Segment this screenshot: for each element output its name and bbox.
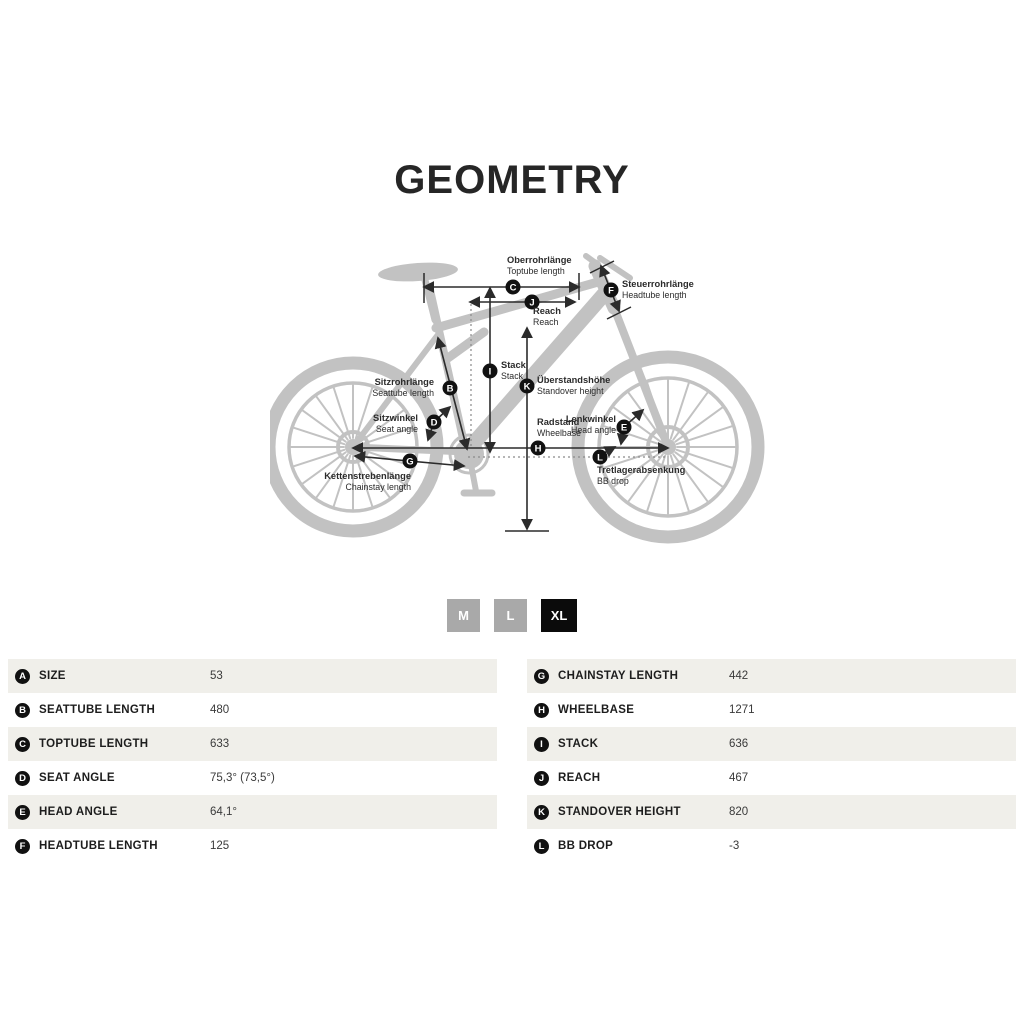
dimension-label-en: Seat angle xyxy=(375,424,418,434)
geo-value: -3 xyxy=(729,840,740,852)
geo-value: 1271 xyxy=(729,704,755,716)
geo-label: STANDOVER HEIGHT xyxy=(558,806,681,818)
dimension-label-en: Reach xyxy=(533,317,559,327)
size-button-l[interactable]: L xyxy=(494,599,527,632)
geo-label: STACK xyxy=(558,738,599,750)
dimension-label-en: Chainstay length xyxy=(345,482,411,492)
geo-value: 125 xyxy=(210,840,230,852)
geo-value: 467 xyxy=(729,772,749,784)
dimension-F xyxy=(590,261,694,319)
table-row xyxy=(527,795,1016,829)
dimension-label-en: Seattube length xyxy=(372,388,434,398)
dimension-label-de: Überstandshöhe xyxy=(537,375,611,385)
svg-text:J: J xyxy=(529,297,535,309)
svg-text:F: F xyxy=(608,285,614,297)
dimension-label-de: Kettenstrebenlänge xyxy=(324,471,411,481)
svg-text:I: I xyxy=(488,366,492,378)
table-row xyxy=(527,659,1016,693)
table-row xyxy=(8,761,497,795)
table-row xyxy=(527,829,1016,863)
geo-label: HEAD ANGLE xyxy=(39,806,118,818)
table-row xyxy=(8,659,497,693)
dimension-label-de: Sitzrohrlänge xyxy=(374,377,434,387)
dimension-label-de: Reach xyxy=(533,306,561,316)
geo-label: SEATTUBE LENGTH xyxy=(39,704,156,716)
table-row xyxy=(8,693,497,727)
table-row xyxy=(527,727,1016,761)
geo-value: 442 xyxy=(729,670,749,682)
svg-text:E: E xyxy=(620,422,628,434)
letter-badge: E xyxy=(15,805,30,820)
dimension-label-en: Standover height xyxy=(537,386,604,396)
geo-label: REACH xyxy=(558,772,601,784)
bike-diagram-svg xyxy=(270,230,770,570)
dimension-label-en: Stack xyxy=(501,371,524,381)
dimension-label-de: Oberrohrlänge xyxy=(507,255,572,265)
geo-label: CHAINSTAY LENGTH xyxy=(558,670,679,682)
geometry-table-left xyxy=(8,659,497,863)
dimension-label-de: Lenkwinkel xyxy=(565,414,616,424)
geo-label: HEADTUBE LENGTH xyxy=(39,840,158,852)
size-button-xl[interactable]: XL xyxy=(541,599,577,632)
size-button-m[interactable]: M xyxy=(447,599,480,632)
letter-badge: C xyxy=(15,737,30,752)
geo-value: 633 xyxy=(210,738,230,750)
dimension-label-de: Radstand xyxy=(537,417,580,427)
svg-text:C: C xyxy=(509,282,517,294)
letter-badge: D xyxy=(15,771,30,786)
letter-badge: A xyxy=(15,669,30,684)
dimension-label-de: Tretlagerabsenkung xyxy=(597,465,686,475)
svg-text:L: L xyxy=(597,452,603,464)
dimension-label-en: Wheelbase xyxy=(537,428,582,438)
svg-text:D: D xyxy=(430,417,438,429)
table-row xyxy=(8,795,497,829)
table-row xyxy=(527,693,1016,727)
geometry-table-right xyxy=(527,659,1016,863)
svg-text:K: K xyxy=(523,381,531,393)
geo-value: 75,3° (73,5°) xyxy=(210,772,275,784)
geo-label: TOPTUBE LENGTH xyxy=(39,738,149,750)
letter-badge: I xyxy=(534,737,549,752)
page-title: GEOMETRY xyxy=(394,158,630,202)
letter-badge: J xyxy=(534,771,549,786)
dimension-label-en: Toptube length xyxy=(507,266,565,276)
geometry-tables xyxy=(8,659,1016,863)
geo-label: SIZE xyxy=(39,670,66,682)
svg-text:H: H xyxy=(534,443,542,455)
geo-value: 820 xyxy=(729,806,749,818)
letter-badge: L xyxy=(534,839,549,854)
dimension-label-en: BB drop xyxy=(597,476,629,486)
svg-text:B: B xyxy=(446,383,454,395)
letter-badge: H xyxy=(534,703,549,718)
geo-label: BB DROP xyxy=(558,840,614,852)
dimension-label-de: Steuerrohrlänge xyxy=(622,279,694,289)
table-row xyxy=(8,727,497,761)
svg-text:G: G xyxy=(406,456,414,468)
size-selector xyxy=(0,599,1024,632)
geo-value: 636 xyxy=(729,738,749,750)
dimension-label-de: Sitzwinkel xyxy=(373,413,418,423)
letter-badge: B xyxy=(15,703,30,718)
letter-badge: G xyxy=(534,669,549,684)
geo-value: 64,1° xyxy=(210,806,237,818)
table-row xyxy=(8,829,497,863)
dimension-label-de: Stack xyxy=(501,360,526,370)
geo-label: WHEELBASE xyxy=(558,704,635,716)
letter-badge: F xyxy=(15,839,30,854)
dimension-label-en: Head angle xyxy=(571,425,616,435)
dimension-label-en: Headtube length xyxy=(622,290,687,300)
table-row xyxy=(527,761,1016,795)
bike-geometry-diagram xyxy=(270,230,770,570)
geo-label: SEAT ANGLE xyxy=(39,772,115,784)
geo-value: 480 xyxy=(210,704,230,716)
geo-value: 53 xyxy=(210,670,223,682)
letter-badge: K xyxy=(534,805,549,820)
